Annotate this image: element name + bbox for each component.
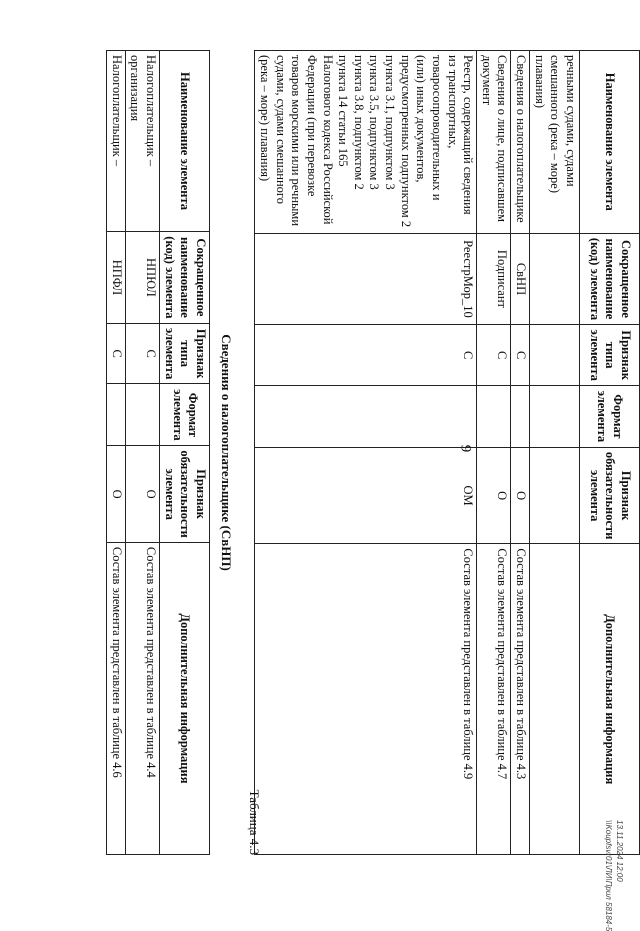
table-caption: Сведения о налогоплательщике (СвНП) <box>218 50 234 855</box>
header-name: Наименование элемента <box>580 51 640 234</box>
cell-info: Состав элемента представлен в таблице 4.9 <box>255 544 477 855</box>
header-name: Наименование элемента <box>160 51 210 232</box>
cell-name: Сведения о лице, подписавшем документ <box>477 51 511 234</box>
cell-code: Подписант <box>477 233 511 325</box>
cell-type: С <box>125 323 159 384</box>
cell-format <box>107 384 126 446</box>
table-row <box>107 51 126 855</box>
cell-info <box>530 544 580 855</box>
cell-info: Состав элемента представлен в таблице 4.3 <box>511 544 530 855</box>
table-row <box>477 51 511 855</box>
header-required: Признак обязательности элемента <box>580 447 640 544</box>
header-format: Формат элемента <box>580 385 640 447</box>
elements-table-continued <box>255 50 640 855</box>
cell-format <box>477 385 511 447</box>
rotated-content <box>120 50 640 855</box>
cell-type: С <box>511 325 530 386</box>
cell-info: Состав элемента представлен в таблице 4.6 <box>107 542 126 854</box>
cell-info: Состав элемента представлен в таблице 4.7 <box>477 544 511 855</box>
footer-date: 13.11.2024 12:00 <box>614 820 625 931</box>
cell-type: С <box>107 323 126 384</box>
cell-info: Состав элемента представлен в таблице 4.4 <box>125 542 159 854</box>
cell-type: С <box>255 325 477 386</box>
cell-required: О <box>107 446 126 543</box>
cell-name: Налогоплательщик – <box>107 51 126 232</box>
cell-code: НПЮЛ <box>125 231 159 323</box>
header-type: Признак типа элемента <box>160 323 210 384</box>
cell-name: Налогоплательщик – организация <box>125 51 159 232</box>
cell-format <box>255 385 477 447</box>
table-row <box>530 51 580 855</box>
table-row <box>125 51 159 855</box>
cell-required: О <box>511 447 530 544</box>
footer-stamp <box>565 820 640 880</box>
header-info: Дополнительная информация <box>580 544 640 855</box>
table-row <box>255 51 477 855</box>
cell-format <box>530 385 580 447</box>
cell-name: Реестр, содержащий сведения из транспортных, товаросопроводительных и (или) иных документов, предусмотренных подпунктом 2 пункта 3.1, подпунктом 3 пункта 3.5, подпунктом 3 пункта 3.8, подпунктом 2 пункта 14 статьи 165 Налогового кодекса Российской Федерации (при перевозке товаров морскими или речными судами, судами смешанного (река – море) плавания) <box>255 51 477 234</box>
cell-name: Сведения о налогоплательщике <box>511 51 530 234</box>
taxpayer-table <box>106 50 210 855</box>
header-format: Формат элемента <box>160 384 210 446</box>
table-row <box>511 51 530 855</box>
cell-required: О <box>477 447 511 544</box>
header-code: Сокращенное наименование (код) элемента <box>160 231 210 323</box>
cell-required: О <box>125 446 159 543</box>
cell-format <box>511 385 530 447</box>
header-type: Признак типа элемента <box>580 325 640 386</box>
cell-type <box>530 325 580 386</box>
footer-path: \\Koupfsvr01\ЛИ\Прил 58184-5 <box>603 820 614 931</box>
cell-code: НПФЛ <box>107 231 126 323</box>
cell-name: речными судами, судами смешанного (река – море) плавания) <box>530 51 580 234</box>
cell-code: РеестрМор_10 <box>255 233 477 325</box>
cell-required: ОМ <box>255 447 477 544</box>
header-info: Дополнительная информация <box>160 542 210 854</box>
cell-required <box>530 447 580 544</box>
cell-code: СвНП <box>511 233 530 325</box>
table-number-label: Таблица 4.3 <box>246 790 262 855</box>
header-required: Признак обязательности элемента <box>160 446 210 543</box>
cell-type: С <box>477 325 511 386</box>
cell-format <box>125 384 159 446</box>
page-number: 9 <box>457 439 474 459</box>
cell-code <box>530 233 580 325</box>
header-code: Сокращенное наименование (код) элемента <box>580 233 640 325</box>
